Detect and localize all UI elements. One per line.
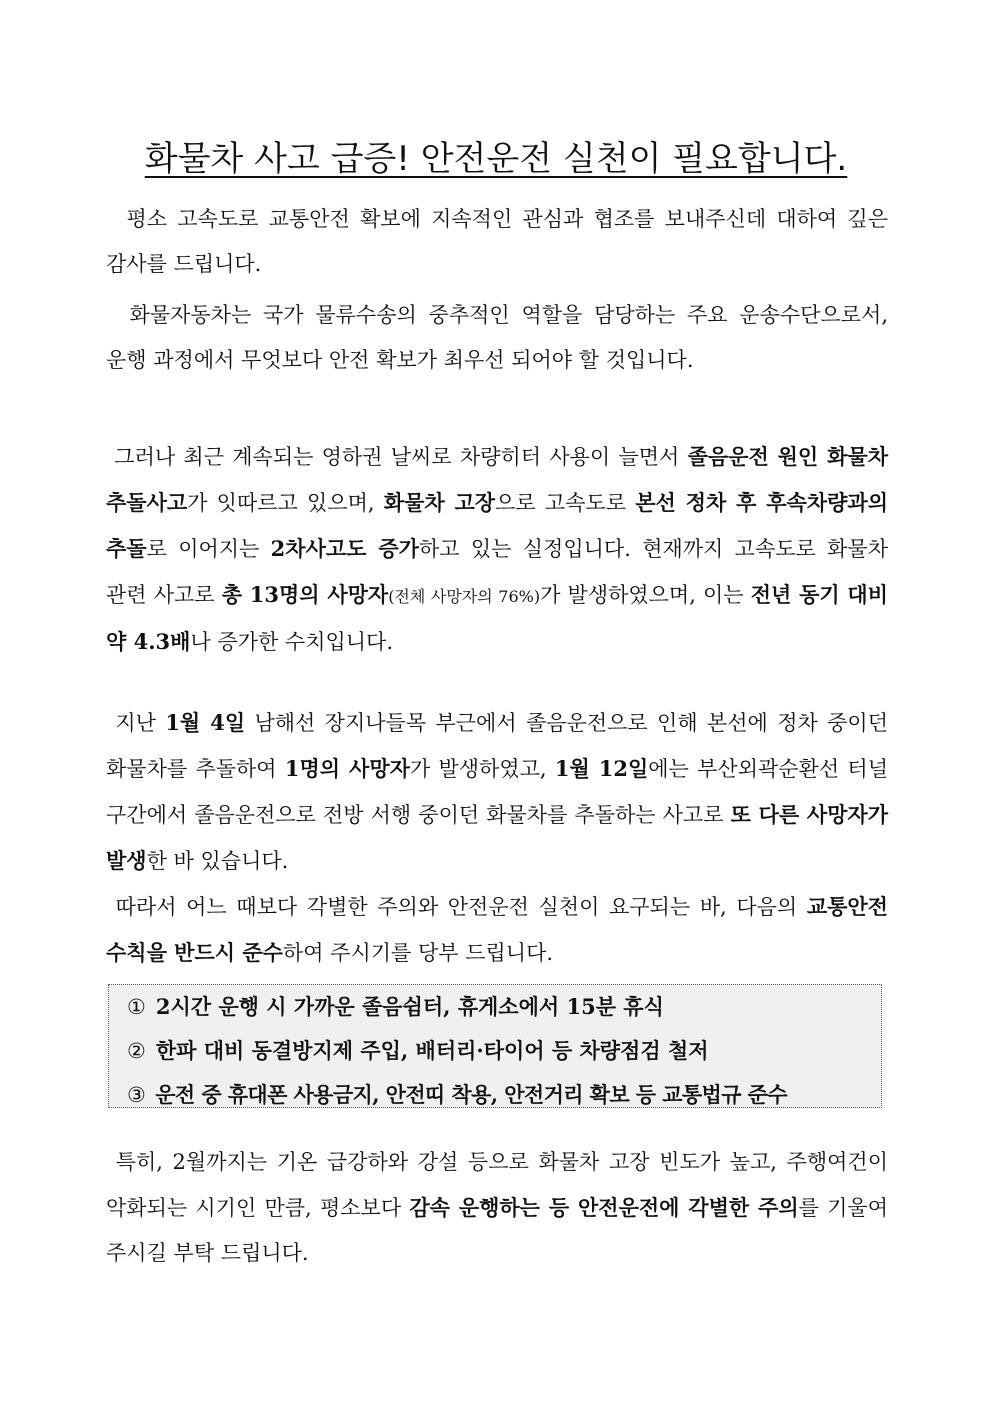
closing-text-2: 를 기울여 주시길 부탁 드립니다. xyxy=(106,1196,888,1265)
paragraph-greeting xyxy=(106,197,888,287)
incident-text-4: 에는 부산외곽순환선 터널 구간에서 졸음운전으로 전방 서행 중이던 화물차를 추돌하는 사고로 xyxy=(106,757,889,827)
status-text-7: 나 증가한 수치입니다. xyxy=(190,630,394,654)
status-bold-4: 2차사고도 증가 xyxy=(270,536,419,561)
status-text-6: 가 발생하였으며, 이는 xyxy=(540,583,751,607)
status-bold-6: 전년 동기 대비 약 4.3배 xyxy=(106,582,888,654)
safety-rules-box xyxy=(108,984,882,1108)
paragraph-accident-status xyxy=(106,434,888,665)
status-text-4: 로 이어지는 xyxy=(146,537,271,561)
paragraph-role xyxy=(106,293,888,383)
rule-2-number: ② xyxy=(127,1039,146,1063)
status-bold-2: 화물차 고장 xyxy=(383,490,496,515)
incident-bold-2: 1명의 사망자 xyxy=(284,756,410,781)
greeting-text: 평소 고속도로 교통안전 확보에 지속적인 관심과 협조를 보내주신데 대하여 깊은 감사를 드립니다. xyxy=(106,207,888,276)
safety-rule-3 xyxy=(127,1073,863,1117)
status-text-1: 그러나 최근 계속되는 영하권 날씨로 차량히터 사용이 늘면서 xyxy=(114,445,688,469)
incident-text-5: 한 바 있습니다. xyxy=(146,849,289,873)
closing-text-1: 특히, 2월까지는 기온 급강하와 강설 등으로 화물차 고장 빈도가 높고, 주행여건이 악화되는 시기인 만큼, 평소보다 xyxy=(106,1150,888,1220)
incident-text-2: 남해선 장지나들목 부근에서 졸음운전으로 인해 본선에 정차 중이던 화물차를 추돌하여 xyxy=(106,711,888,781)
document-title xyxy=(60,131,932,180)
request-text-2: 하여 주시기를 당부 드립니다. xyxy=(282,941,554,965)
rule-3-text: 운전 중 휴대폰 사용금지, 안전띠 착용, 안전거리 확보 등 교통법규 준수 xyxy=(155,1082,787,1107)
safety-rule-2 xyxy=(127,1029,863,1073)
status-bold-1: 졸음운전 원인 화물차 추돌사고 xyxy=(106,444,888,515)
incident-text-3: 가 발생하였고, xyxy=(409,757,555,781)
incident-bold-4: 또 다른 사망자가 발생 xyxy=(106,802,888,873)
rule-2-text: 한파 대비 동결방지제 주입, 배터리·타이어 등 차량점검 철저 xyxy=(155,1038,709,1063)
status-text-2: 가 잇따르고 있으며, xyxy=(187,491,384,515)
status-bold-3: 본선 정차 후 후속차량과의 추돌 xyxy=(106,490,888,561)
safety-rule-1 xyxy=(127,985,863,1029)
rule-3-number: ③ xyxy=(127,1083,146,1107)
request-bold-1: 교통안전 수칙을 반드시 준수 xyxy=(106,894,888,965)
document-title-text: 화물차 사고 급증! 안전운전 실천이 필요합니다. xyxy=(144,138,848,179)
incident-bold-1: 1월 4일 xyxy=(165,710,246,735)
closing-bold-1: 감속 운행하는 등 안전운전에 각별한 주의 xyxy=(409,1195,799,1220)
status-text-3: 으로 고속도로 xyxy=(495,491,636,515)
incident-text-1: 지난 xyxy=(115,711,166,735)
paragraph-request xyxy=(106,884,888,976)
rule-1-number: ① xyxy=(127,995,146,1019)
rule-1-text: 2시간 운행 시 가까운 졸음쉼터, 휴게소에서 15분 휴식 xyxy=(155,994,664,1019)
status-small-note: (전체 사망자의 76%) xyxy=(388,587,541,606)
request-text-1: 따라서 어느 때보다 각별한 주의와 안전운전 실천이 요구되는 바, 다음의 xyxy=(115,895,807,919)
incident-bold-3: 1월 12일 xyxy=(554,756,649,781)
role-text: 화물자동차는 국가 물류수송의 중추적인 역할을 담당하는 주요 운송수단으로서, 운행 과정에서 무엇보다 안전 확보가 최우선 되어야 할 것입니다. xyxy=(106,303,888,372)
status-bold-5: 총 13명의 사망자 xyxy=(221,582,389,607)
paragraph-closing xyxy=(106,1140,888,1276)
paragraph-incidents xyxy=(106,700,888,884)
status-text-5: 하고 있는 실정입니다. 현재까지 고속도로 화물차 관련 사고로 xyxy=(106,537,889,607)
